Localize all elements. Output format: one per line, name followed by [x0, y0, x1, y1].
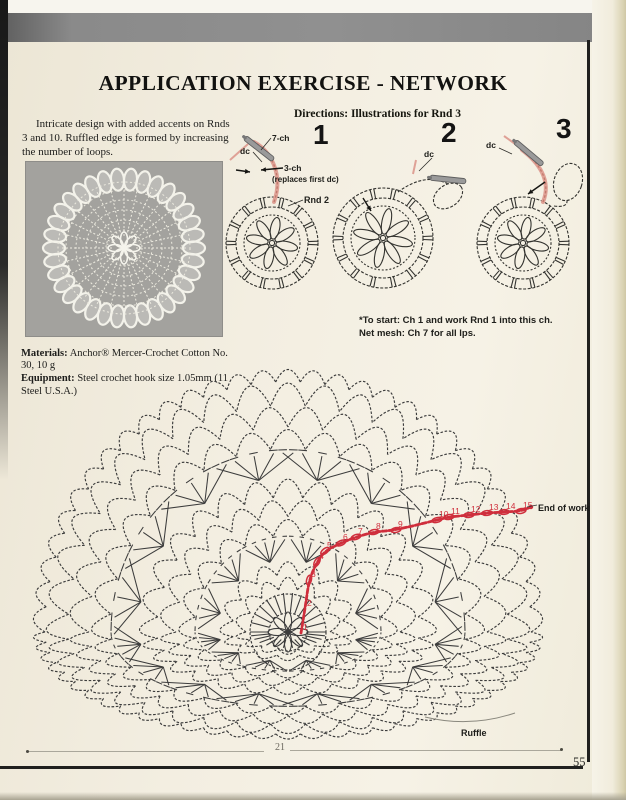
crochet-hook	[511, 138, 544, 167]
round-number: 10	[439, 509, 449, 519]
note-line-2: Net mesh: Ch 7 for all lps.	[359, 328, 476, 339]
page-number-center: 21	[275, 742, 285, 753]
materials-text: Anchor® Mercer-Crochet Cotton No. 30, 10 g	[21, 347, 228, 372]
intro-paragraph: Intricate design with added accents on Rnds 3 and 10. Ruffled edge is formed by increasing the number of loops.	[22, 118, 230, 159]
working-yarn	[413, 160, 416, 174]
footer-rule-left-dot	[26, 750, 29, 753]
motif	[226, 197, 318, 289]
working-yarn	[230, 142, 277, 202]
round-number: 7	[358, 526, 363, 536]
step-number-2: 2	[441, 117, 457, 148]
step-number-1: 1	[313, 119, 329, 150]
round-number: 12	[471, 504, 481, 514]
materials-label: Materials:	[21, 347, 68, 359]
round-number: 6	[343, 532, 348, 542]
doily-photo	[25, 161, 223, 337]
mesh-ring	[70, 408, 506, 724]
rnd3-step-illustrations	[220, 116, 612, 318]
label-3ch: 3-ch	[284, 163, 302, 173]
label-rnd2: Rnd 2	[304, 195, 330, 205]
step-number-3: 3	[556, 113, 572, 144]
round-number: 3	[311, 569, 316, 579]
page-title: APPLICATION EXERCISE - NETWORK	[98, 71, 508, 96]
top-gray-band	[0, 13, 597, 42]
bottom-border-rule	[0, 766, 583, 769]
mesh-ring	[140, 479, 437, 694]
motif	[333, 178, 467, 288]
label-7ch: 7-ch	[272, 133, 290, 143]
shell-ring	[195, 536, 381, 671]
round-number: 2	[307, 598, 312, 608]
footer-rule-left	[28, 751, 264, 752]
page-number-corner: 55	[573, 755, 586, 769]
equipment-text: Steel crochet hook size 1.05mm (11 Steel U.S.A.)	[21, 373, 228, 397]
note-line-1: *To start: Ch 1 and work Rnd 1 into this ch.	[359, 315, 553, 326]
label-dc-step2: dc	[424, 149, 434, 159]
round-number: 5	[327, 540, 332, 550]
bottom-scan-edge	[0, 792, 626, 800]
label-dc-step1: dc	[240, 146, 250, 156]
round-number: 4	[319, 551, 324, 561]
round-number: 14	[506, 501, 516, 511]
doily-crochet-chart	[8, 346, 612, 758]
label-replaces-first-dc: (replaces first dc)	[272, 175, 339, 184]
round-number: 15	[523, 500, 533, 510]
edge-ring	[33, 370, 542, 740]
crochet-hook	[427, 175, 466, 184]
left-gutter-shadow	[0, 0, 8, 480]
ruffle-label: Ruffle	[461, 728, 487, 738]
motif	[477, 160, 587, 289]
footer-rule-right-dot	[560, 748, 563, 751]
mesh-ring	[220, 562, 356, 661]
shell-ring	[111, 450, 465, 707]
start-note	[359, 314, 599, 340]
mesh-ring	[92, 430, 485, 715]
round-number: 11	[451, 506, 460, 516]
end-of-work-label: End of work	[538, 503, 590, 513]
round-number: 9	[398, 519, 403, 529]
mesh-ring	[46, 383, 529, 733]
directions-heading: Directions: Illustrations for Rnd 3	[294, 108, 461, 120]
round-number: 8	[376, 521, 381, 531]
round-number: 13	[489, 502, 499, 512]
label-dc-step3: dc	[486, 140, 496, 150]
footer-rule-right	[290, 750, 561, 751]
top-paper-strip	[0, 0, 602, 13]
equipment-label: Equipment:	[21, 373, 75, 385]
red-round-path	[301, 505, 533, 633]
round-number: 1	[303, 622, 308, 632]
